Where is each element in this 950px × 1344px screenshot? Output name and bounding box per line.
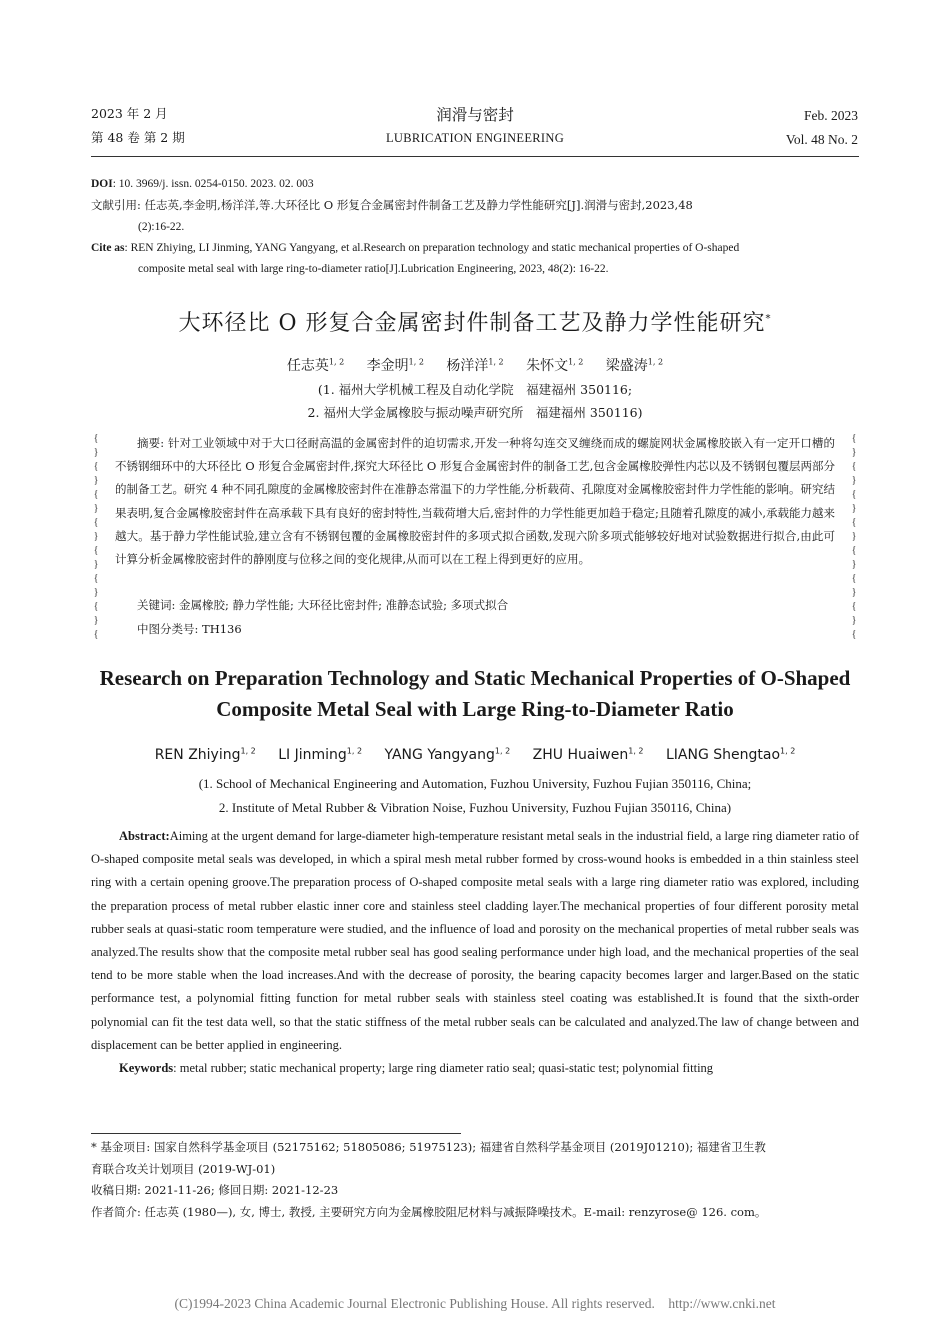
cite-en-line2: composite metal seal with large ring-to-diameter ratio[J].Lubrication Engineering, 2023, 48(2): 16-22.: [138, 263, 609, 275]
author-cn: 朱怀文$^{1, 2}$: [526, 357, 584, 374]
abstract-cn: [115, 432, 835, 571]
affiliations-cn: [0, 378, 950, 424]
clc-value: TH136: [202, 622, 242, 636]
title-cn: [0, 306, 950, 337]
footnotes: [91, 1137, 859, 1223]
journal-title-cn: 润滑与密封: [436, 106, 514, 124]
citation-block: [91, 174, 859, 280]
author-en: REN Zhiying$^{1, 2}$: [154, 746, 256, 763]
keywords-en-label: Keywords: [119, 1061, 174, 1076]
doi-value[interactable]: : 10. 3969/j. issn. 0254-0150. 2023. 02. 003: [112, 178, 314, 190]
journal-title-en: LUBRICATION ENGINEERING: [385, 131, 565, 145]
author-cn: 梁盛涛$^{1, 2}$: [605, 357, 664, 374]
clc-label: 中图分类号:: [137, 622, 199, 636]
author-en: ZHU Huaiwen$^{1, 2}$: [532, 746, 644, 763]
abstract-en-label: Abstract:: [119, 829, 170, 843]
header-volume-cn: 第 48 卷 第 2 期: [91, 130, 185, 145]
clc-cn: [115, 618, 835, 641]
affiliation-en-2: 2. Institute of Metal Rubber & Vibration Noise, Fuzhou University, Fuzhou Fujian 350116, China): [218, 799, 732, 815]
received-dates: 收稿日期: 2021-11-26; 修回日期: 2021-12-23: [91, 1183, 339, 1197]
header-date-en: Feb. 2023: [804, 108, 858, 123]
author-en: LI Jinming$^{1, 2}$: [278, 746, 363, 763]
cite-cn-line2: (2):16-22.: [138, 221, 185, 233]
affiliation-cn-1: (1. 福州大学机械工程及自动化学院 福建福州 350116;: [317, 382, 633, 397]
fund-line-1: * 基金项目: 国家自然科学基金项目 (52175162; 51805086; 51975123); 福建省自然科学基金项目 (2019J01210); 福建省卫生教: [91, 1140, 766, 1154]
doi-label: DOI: [91, 178, 113, 190]
abstract-cn-text: 针对工业领域中对于大口径耐高温的金属密封件的迫切需求,开发一种将勾连交叉缠绕而成的螺旋网状金属橡胶嵌入有一定开口槽的不锈钢细环中的大环径比 O 形复合金属密封件,探究大环径比 O 形复合金属密封件的制备工艺,包含金属橡胶弹性内芯以及不锈钢包覆层两部分的制备工艺。研究 4 种不同孔隙度的金属橡胶密封件在准静态常温下的力学性能,分析载荷、孔隙度对金属橡胶密封件力学性能的影响。研究结果表明,复合金属橡胶密封件在高承载下具有良好的密封特性,当载荷增大后,密封件的力学性能更加趋于稳定;且随着孔隙度的减小,承载能力越来越大。基于静力学性能试验,建立含有不锈钢包覆的金属橡胶密封件的多项式拟合函数,发现六阶多项式能够较好地对试验数据进行拟合,由此可计算分析金属橡胶密封件的静刚度与位移之间的变化规律,从而可以在工程上得到更好的应用。: [115, 436, 835, 567]
abstract-en-paragraph: [91, 825, 859, 1057]
title-cn-text: 大环径比 O 形复合金属密封件制备工艺及静力学性能研究: [178, 311, 766, 336]
abstract-en-text: Aiming at the urgent demand for large-diameter high-temperature resistant metal seals in the industrial field, a large ring diameter ratio of O-shaped composite metal seals was developed, in which a spiral mesh metal rubber formed by cross-wound hooks is embedded in a thin stainless steel ring with a certain opening groove.The preparation process of O-shaped composite metal seals with a large ring diameter ratio was explored, including the preparation process of metal rubber elastic inner core and stainless steel cladding layer.The mechanical properties of four different porosity metal rubber seals at quasi-static room temperature were studied, and the influence of load and porosity on the mechanical properties of metal rubber seals was analyzed.The results show that the composite metal rubber seal has good sealing performance under high load, and the mechanical properties of the seal tend to be more stable when the load increases.And with the decrease of porosity, the bearing capacity becomes larger and larger.Based on the static performance test, a polynomial fitting function for metal rubber seals with stainless steel coating was established.It is found that the sixth-order polynomial can fit the test data well, so that the static stiffness of the metal rubber seals can be calculated and analyzed.The law of change between and displacement can be better applied in engineering.: [91, 829, 859, 1052]
affiliations-en: [0, 772, 950, 819]
copyright-line: (C)1994-2023 China Academic Journal Electronic Publishing House. All rights reserved. http://www.cnki.net: [174, 1296, 776, 1311]
author-cn: 杨洋洋$^{1, 2}$: [446, 357, 504, 374]
cite-en-label: Cite as: [91, 242, 125, 254]
keywords-en-text: : metal rubber; static mechanical property; large ring diameter ratio seal; quasi-static test; polynomial fitting: [173, 1061, 714, 1076]
abstract-cn-label: 摘要:: [137, 436, 165, 450]
author-en: YANG Yangyang$^{1, 2}$: [384, 746, 511, 763]
title-en: Research on Preparation Technology and Static Mechanical Properties of O-Shaped Composite Metal Seal with Large Ring-to-Diameter Ratio: [99, 666, 851, 721]
abstract-cn-box: [91, 432, 859, 640]
author-en: LIANG Shengtao$^{1, 2}$: [665, 746, 796, 763]
author-cn: 李金明$^{1, 2}$: [366, 357, 424, 374]
keywords-en: [91, 1057, 859, 1080]
authors-cn: [0, 355, 950, 375]
author-bio: 作者简介: 任志英 (1980—), 女, 博士, 教授, 主要研究方向为金属橡胶阻尼材料与减振降噪技术。E-mail: renzyrose@ 126. com。: [91, 1204, 767, 1219]
abstract-border-right: { } { } { } { } { } { } { } {: [851, 433, 857, 640]
affiliation-en-1: (1. School of Mechanical Engineering and Automation, Fuzhou University, Fuzhou Fujian 350116, China;: [198, 776, 752, 791]
doi-line: [91, 174, 859, 195]
abstract-border-left: { } { } { } { } { } { } { } {: [93, 433, 99, 640]
keywords-cn-label: 关键词:: [137, 598, 176, 612]
abstract-en: [91, 825, 859, 1080]
authors-en: [0, 746, 950, 763]
cite-en-text: : REN Zhiying, LI Jinming, YANG Yangyang, et al.Research on preparation technology and static mechanical properties of O-shaped: [124, 242, 740, 254]
cite-cn-label: 文献引用: [91, 198, 137, 212]
keywords-cn: [115, 594, 835, 617]
footnote-rule: [91, 1133, 461, 1134]
cite-cn-text: : 任志英,李金明,杨洋洋,等.大环径比 O 形复合金属密封件制备工艺及静力学性能研究[J].润滑与密封,2023,48: [137, 198, 693, 212]
author-cn: 任志英$^{1, 2}$: [286, 357, 345, 374]
cite-cn-line: [91, 195, 859, 217]
cite-en-line: [91, 238, 859, 259]
header-volume-en: Vol. 48 No. 2: [785, 132, 858, 147]
fund-line-2: 育联合攻关计划项目 (2019-WJ-01): [91, 1161, 276, 1176]
header-rule: [91, 156, 859, 157]
title-footnote-mark: *: [765, 313, 772, 325]
header-date-cn: 2023 年 2 月: [91, 106, 168, 121]
keywords-cn-text: 金属橡胶; 静力学性能; 大环径比密封件; 准静态试验; 多项式拟合: [179, 598, 509, 612]
affiliation-cn-2: 2. 福州大学金属橡胶与振动噪声研究所 福建福州 350116): [307, 405, 643, 420]
